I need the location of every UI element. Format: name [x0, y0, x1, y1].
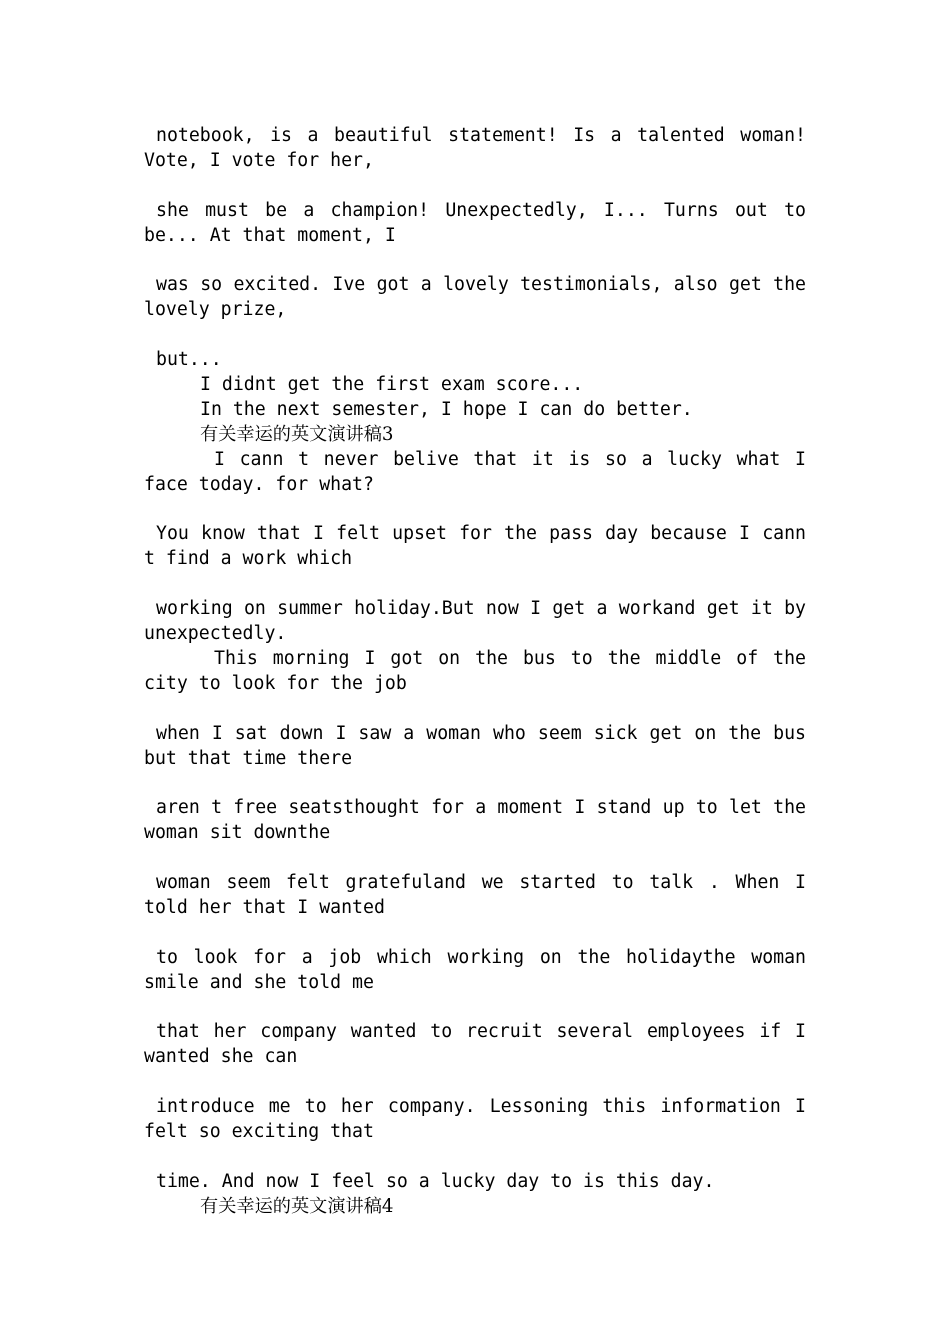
paragraph: but... — [156, 349, 222, 371]
paragraph: This morning I got on the bus to the middle of the city to look for the job — [144, 647, 806, 694]
section-heading: 有关幸运的英文演讲稿4 — [200, 1195, 394, 1217]
paragraph: woman seem felt gratefuland we started to talk . When I told her that I wanted — [144, 872, 806, 918]
paragraph: In the next semester, I hope I can do better. — [200, 398, 693, 420]
paragraph: notebook, is a beautiful statement! Is a talented woman! Vote, I vote for her, — [144, 125, 806, 171]
paragraph: introduce me to her company. Lessoning this information I felt so exciting that — [144, 1096, 806, 1143]
paragraph: You know that I felt upset for the pass day because I cann t find a work which — [144, 523, 806, 570]
paragraph: I didnt get the first exam score... — [200, 374, 584, 396]
paragraph: she must be a champion! Unexpectedly, I... Turns out to be... At that moment, I — [144, 199, 806, 246]
paragraph: aren t free seatsthought for a moment I stand up to let the woman sit downthe — [144, 797, 806, 844]
paragraph: time. And now I feel so a lucky day to is this day. — [156, 1170, 715, 1192]
paragraph: working on summer holiday.But now I get a workand get it by unexpectedly. — [144, 598, 806, 645]
paragraph: to look for a job which working on the holidaythe woman smile and she told me — [144, 946, 806, 993]
paragraph: was so excited. Ive got a lovely testimonials, also get the lovely prize, — [144, 274, 806, 321]
paragraph: when I sat down I saw a woman who seem sick get on the bus but that time there — [144, 722, 806, 769]
paragraph: I cann t never belive that it is so a lucky what I face today. for what? — [144, 448, 806, 495]
document-body — [144, 124, 806, 1220]
section-heading: 有关幸运的英文演讲稿3 — [200, 423, 394, 445]
paragraph: that her company wanted to recruit several employees if I wanted she can — [144, 1021, 806, 1068]
